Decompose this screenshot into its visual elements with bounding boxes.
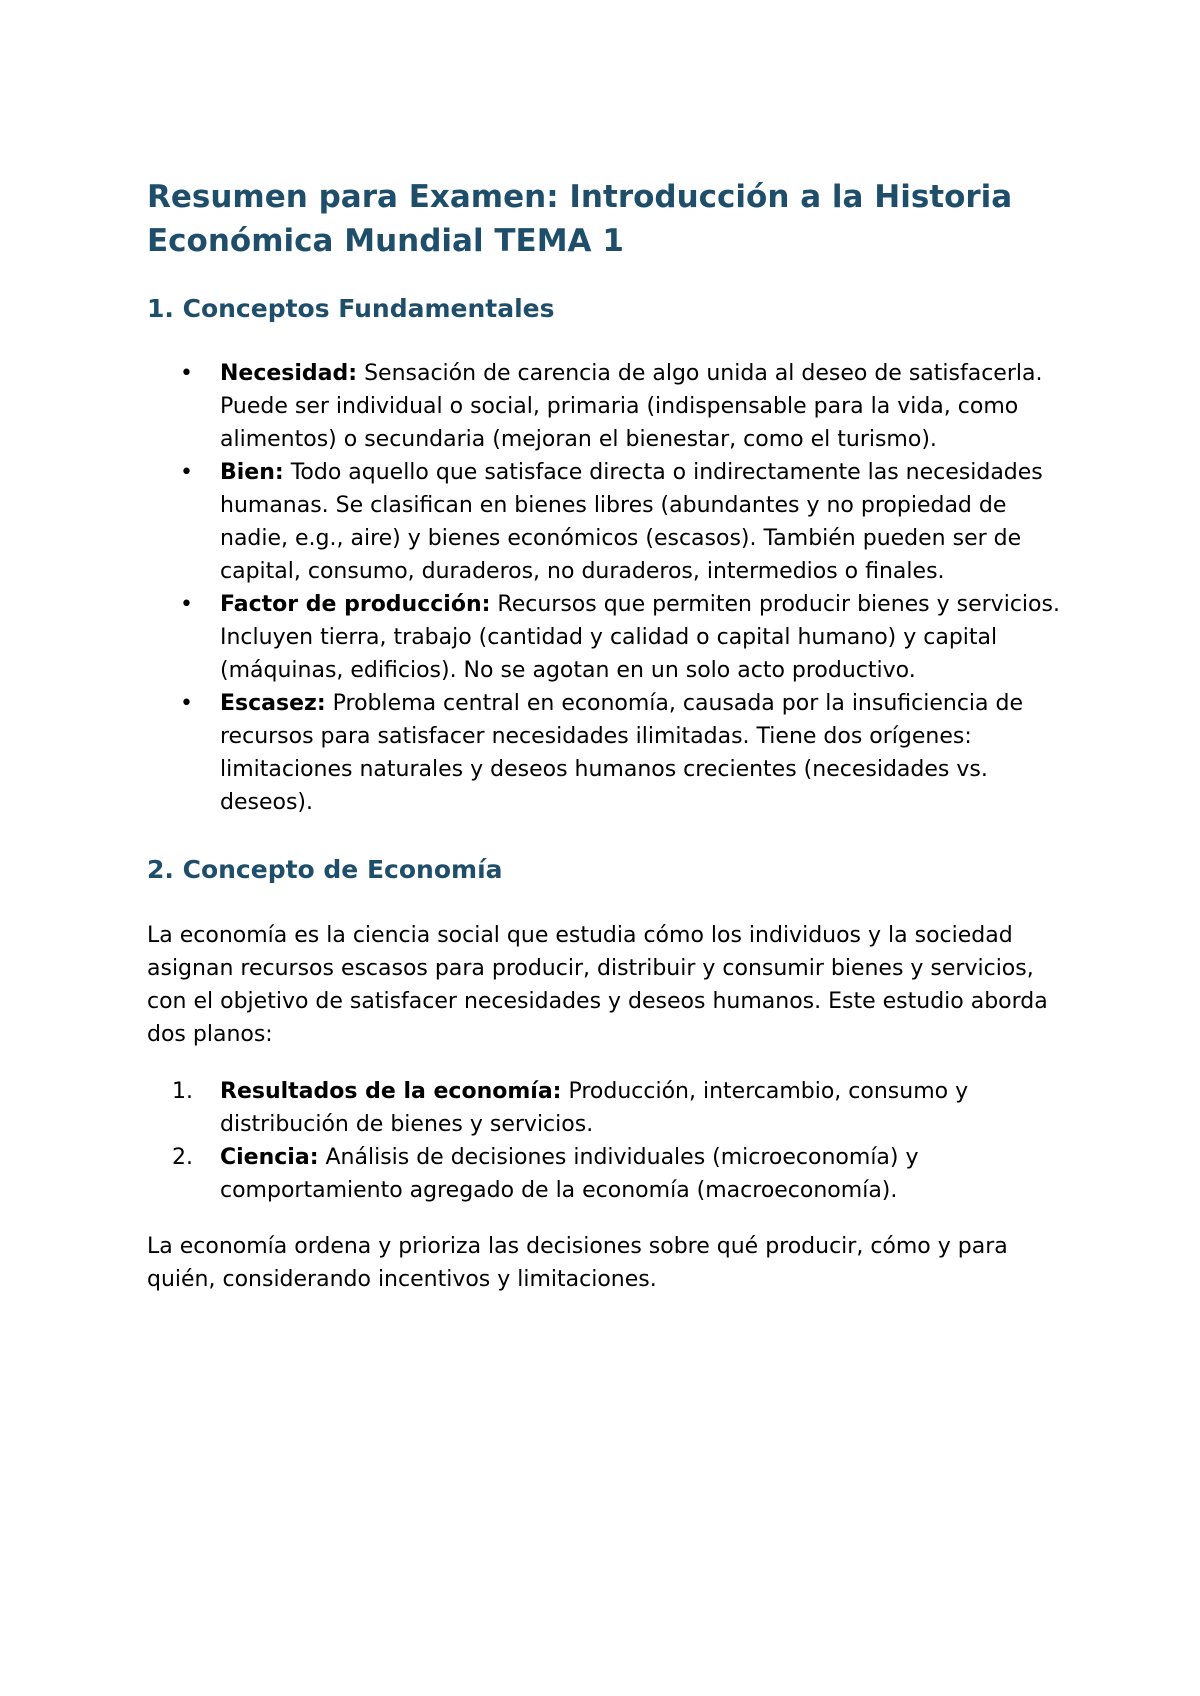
term-definition: Sensación de carencia de algo unida al deseo de satisfacerla. Puede ser individual o social, primaria (indispensable para la vida, como alimentos) o secundaria (mejoran el bienestar, como el turismo). bbox=[220, 361, 1043, 452]
list-item bbox=[147, 456, 1067, 588]
list-item bbox=[147, 357, 1067, 456]
term-label: Bien: bbox=[220, 460, 284, 485]
bullet-icon: • bbox=[180, 691, 193, 716]
list-number: 2. bbox=[172, 1145, 193, 1170]
list-item bbox=[147, 588, 1067, 687]
term-label: Necesidad: bbox=[220, 361, 358, 386]
list-number: 1. bbox=[172, 1079, 193, 1104]
document-page bbox=[147, 175, 1067, 1296]
list-item bbox=[147, 687, 1067, 819]
term-definition: Problema central en economía, causada por la insuficiencia de recursos para satisfacer necesidades ilimitadas. Tiene dos orígenes: limitaciones naturales y deseos humanos crecientes (necesidades vs. deseos). bbox=[220, 691, 1024, 815]
bullet-icon: • bbox=[180, 460, 193, 485]
term-label: Ciencia: bbox=[220, 1145, 319, 1170]
section-heading-economia: 2. Concepto de Economía bbox=[147, 855, 503, 884]
section-intro-paragraph: La economía es la ciencia social que estudia cómo los individuos y la sociedad asignan recursos escasos para producir, distribuir y consumir bienes y servicios, con el objetivo de satisfacer necesidades y deseos humanos. Este estudio aborda dos planos: bbox=[147, 923, 1048, 1047]
term-label: Resultados de la economía: bbox=[220, 1079, 562, 1104]
bullet-icon: • bbox=[180, 361, 193, 386]
term-definition: Producción, intercambio, consumo y distribución de bienes y servicios. bbox=[220, 1079, 969, 1137]
term-definition: Todo aquello que satisface directa o indirectamente las necesidades humanas. Se clasifican en bienes libres (abundantes y no propiedad de nadie, e.g., aire) y bienes económicos (escasos). También pueden ser de capital, consumo, duraderos, no duraderos, intermedios o finales. bbox=[220, 460, 1043, 584]
bullet-icon: • bbox=[180, 592, 193, 617]
list-item bbox=[147, 1075, 1067, 1141]
planes-list bbox=[147, 1075, 1067, 1207]
document-title: Resumen para Examen: Introducción a la Historia Económica Mundial TEMA 1 bbox=[147, 179, 1013, 259]
term-label: Factor de producción: bbox=[220, 592, 491, 617]
term-definition: Análisis de decisiones individuales (microeconomía) y comportamiento agregado de la economía (macroeconomía). bbox=[220, 1145, 919, 1203]
section-heading-conceptos: 1. Conceptos Fundamentales bbox=[147, 294, 555, 323]
term-label: Escasez: bbox=[220, 691, 326, 716]
concepts-list bbox=[147, 357, 1067, 819]
term-definition: Recursos que permiten producir bienes y servicios. Incluyen tierra, trabajo (cantidad y calidad o capital humano) y capital (máquinas, edificios). No se agotan en un solo acto productivo. bbox=[220, 592, 1060, 683]
closing-paragraph: La economía ordena y prioriza las decisiones sobre qué producir, cómo y para quién, considerando incentivos y limitaciones. bbox=[147, 1234, 1008, 1292]
list-item bbox=[147, 1141, 1067, 1207]
